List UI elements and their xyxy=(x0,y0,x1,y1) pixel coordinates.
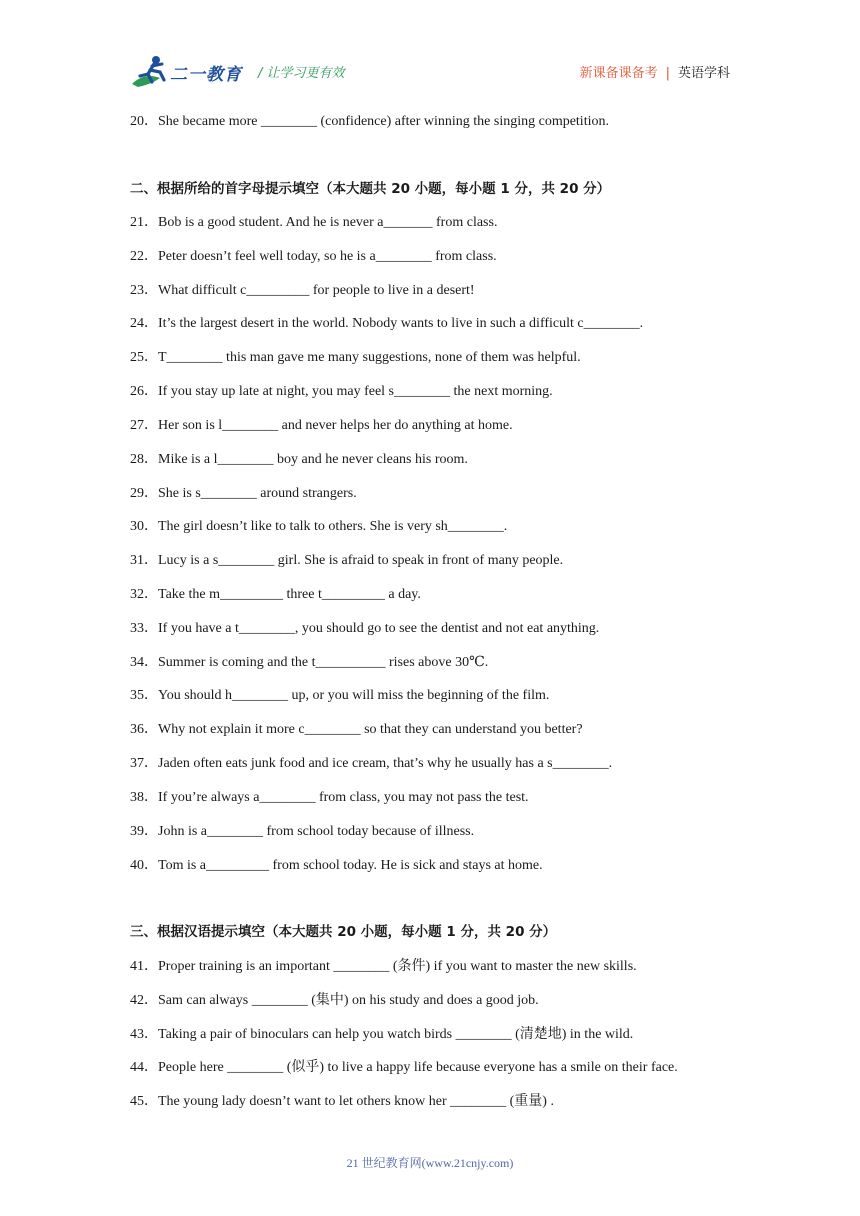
subject-tag xyxy=(580,62,730,81)
question-number: 38． xyxy=(130,790,158,805)
question-number: 28． xyxy=(130,452,158,467)
question-number: 34． xyxy=(130,655,158,670)
question-text: Jaden often eats junk food and ice cream, that’s why he usually has a s________. xyxy=(158,756,613,771)
question-item xyxy=(130,485,357,503)
question-item xyxy=(130,248,497,266)
question-text: Why not explain it more c________ so that they can understand you better? xyxy=(158,722,583,737)
question-text: Mike is a l________ boy and he never cleans his room. xyxy=(158,452,468,467)
question-text: Proper training is an important ________ (条件) if you want to master the new skills. xyxy=(158,959,637,974)
question-text: Lucy is a s________ girl. She is afraid to speak in front of many people. xyxy=(158,553,564,568)
question-item xyxy=(130,282,475,300)
question-item xyxy=(130,214,497,232)
header-separator: | xyxy=(665,66,670,81)
question-item xyxy=(130,417,513,435)
question-item xyxy=(130,789,529,807)
question-item xyxy=(130,958,637,976)
question-text: If you stay up late at night, you may feel s________ the next morning. xyxy=(158,384,553,399)
question-item xyxy=(130,992,539,1010)
question-number: 37． xyxy=(130,756,158,771)
question-number: 21． xyxy=(130,215,158,230)
question-text: She is s________ around strangers. xyxy=(158,486,357,501)
question-item xyxy=(130,721,583,739)
question-number: 22． xyxy=(130,249,158,264)
question-number: 36． xyxy=(130,722,158,737)
question-text: Peter doesn’t feel well today, so he is a________ from class. xyxy=(158,249,497,264)
page-footer: 21 世纪教育网(www.21cnjy.com) xyxy=(346,1156,514,1170)
runner-logo-icon xyxy=(130,54,174,90)
question-number: 39． xyxy=(130,824,158,839)
question-text: What difficult c_________ for people to live in a desert! xyxy=(158,283,475,298)
question-number: 30． xyxy=(130,519,158,534)
question-number: 24． xyxy=(130,316,158,331)
question-text: Sam can always ________ (集中) on his study and does a good job. xyxy=(158,993,539,1008)
question-text: T________ this man gave me many suggestions, none of them was helpful. xyxy=(158,350,581,365)
question-text: It’s the largest desert in the world. Nobody wants to live in such a difficult c________. xyxy=(158,316,644,331)
question-number: 23． xyxy=(130,283,158,298)
logo-text: 二一教育 xyxy=(170,65,242,85)
question-number: 29． xyxy=(130,486,158,501)
question-item xyxy=(130,586,421,604)
question-item xyxy=(130,1093,554,1111)
question-text: Bob is a good student. And he is never a_______ from class. xyxy=(158,215,498,230)
question-item xyxy=(130,1026,633,1044)
question-item xyxy=(130,857,543,875)
question-item xyxy=(130,654,488,672)
question-number: 40． xyxy=(130,858,158,873)
question-item xyxy=(130,823,474,841)
question-item xyxy=(130,552,563,570)
question-number: 26． xyxy=(130,384,158,399)
question-text: She became more ________ (confidence) after winning the singing competition. xyxy=(158,114,609,129)
question-item xyxy=(130,349,581,367)
question-text: Take the m_________ three t_________ a day. xyxy=(158,587,421,602)
question-text: Summer is coming and the t__________ rises above 30℃. xyxy=(158,655,489,670)
question-number: 32． xyxy=(130,587,158,602)
question-number: 27． xyxy=(130,418,158,433)
page-header xyxy=(130,52,730,92)
question-text: John is a________ from school today because of illness. xyxy=(158,824,475,839)
question-number: 42． xyxy=(130,993,158,1008)
slogan: / 让学习更有效 xyxy=(258,66,345,81)
question-number: 31． xyxy=(130,553,158,568)
question-number: 35． xyxy=(130,688,158,703)
question-text: Tom is a_________ from school today. He is sick and stays at home. xyxy=(158,858,543,873)
course-prep-label: 新课备课备考 xyxy=(579,66,658,81)
question-number: 44． xyxy=(130,1060,158,1075)
question-item xyxy=(130,113,609,131)
question-number: 25． xyxy=(130,350,158,365)
question-number: 20． xyxy=(130,114,158,129)
question-text: If you have a t________, you should go to see the dentist and not eat anything. xyxy=(158,621,600,636)
question-item xyxy=(130,687,549,705)
section-heading: 二、根据所给的首字母提示填空（本大题共 20 小题，每小题 1 分，共 20 分） xyxy=(130,181,611,197)
question-item xyxy=(130,755,612,773)
question-text: Taking a pair of binoculars can help you watch birds ________ (清楚地) in the wild. xyxy=(158,1027,634,1042)
question-text: People here ________ (似乎) to live a happy life because everyone has a smile on their face. xyxy=(158,1060,678,1075)
subject-label: 英语学科 xyxy=(677,66,730,81)
question-item xyxy=(130,620,599,638)
question-item xyxy=(130,1059,678,1077)
question-item xyxy=(130,518,507,536)
section-heading: 三、根据汉语提示填空（本大题共 20 小题，每小题 1 分，共 20 分） xyxy=(130,924,557,940)
question-item xyxy=(130,315,643,333)
question-text: Her son is l________ and never helps her do anything at home. xyxy=(158,418,513,433)
question-text: If you’re always a________ from class, you may not pass the test. xyxy=(158,790,529,805)
logo xyxy=(130,54,250,90)
question-text: The girl doesn’t like to talk to others. She is very sh________. xyxy=(158,519,508,534)
question-text: The young lady doesn’t want to let others know her ________ (重量) . xyxy=(158,1094,554,1109)
question-number: 43． xyxy=(130,1027,158,1042)
question-text: You should h________ up, or you will miss the beginning of the film. xyxy=(158,688,550,703)
question-item xyxy=(130,383,553,401)
question-number: 45． xyxy=(130,1094,158,1109)
question-number: 41． xyxy=(130,959,158,974)
question-number: 33． xyxy=(130,621,158,636)
question-item xyxy=(130,451,468,469)
